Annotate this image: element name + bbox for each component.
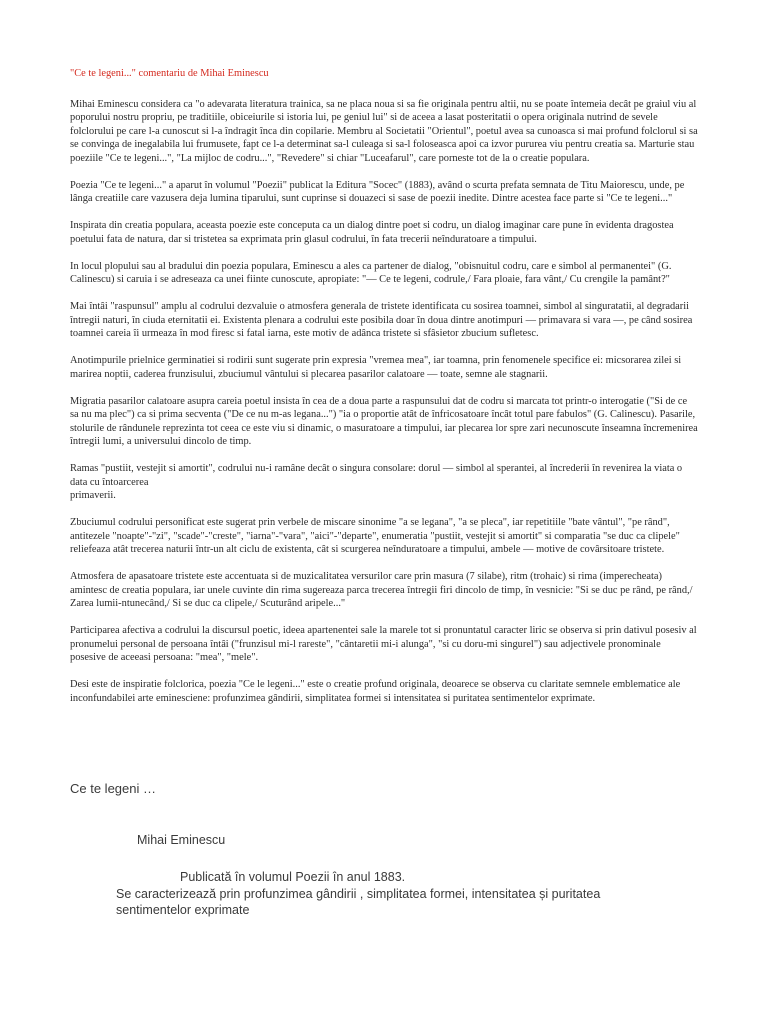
- poem-author: Mihai Eminescu: [137, 833, 226, 847]
- essay-paragraph-10: Atmosfera de apasatoare tristete este accentuata si de muzicalitatea versurilor care prin masura (7 silabe), ritm (trohaic) si rima (imperecheata) amintesc de creatia populara, iar unele cuvinte din rima sugereaza parca trecerea întregii firi dincolo de timp, în vesnicie: "Si se duc pe rând, pe rând,/ Zarea lumii-ntunecând,/ Si se duc ca clipele,/ Scuturând aripele...": [70, 571, 693, 609]
- essay-paragraph-9: Zbuciumul codrului personificat este sugerat prin verbele de miscare sinonime "a se legana", "a se pleca", iar repetitiile "bate vântul", "pe rând", antitezele "noapte"-"zi", "scade"-"creste", "iarna"-"vara", "aici"-"departe", enumeratia "pustiit, vestejit si amortit" si comparatia "se duc ca clipele" reliefeaza atât trecerea naturii într-un alt ciclu de existenta, cât si scurgerea neînduratoare a timpului, ambele — motive de covârsitoare tristete.: [70, 517, 680, 555]
- poem-description: Se caracterizează prin profunzimea gândirii , simplitatea formei, intensitatea și puritatea sentimentelor exprimate: [116, 887, 601, 917]
- essay-paragraph-3: Inspirata din creatia populara, aceasta poezie este conceputa ca un dialog dintre poet si codru, un dialog imaginar care pune în evidenta dragostea poetului fata de natura, dar si tristetea sa exprimata prin glasul codrului, în fata trecerii neînduratoare a timpului.: [70, 220, 674, 245]
- essay-paragraph-6: Anotimpurile prielnice germinatiei si rodirii sunt sugerate prin expresia "vremea mea", iar toamna, prin fenomenele specifice ei: micsorarea zilei si marirea noptii, caderea frunzisului, zbuciumul vântului si plecarea pasarilor calatoare — toate, semne ale stagnarii.: [70, 355, 682, 380]
- poem-title: Ce te legeni …: [70, 781, 156, 796]
- essay-paragraph-4: In locul plopului sau al bradului din poezia populara, Eminescu a ales ca partener de dialog, "obisnuitul codru, care e simbol al permanentei" (G. Calinescu) si caruia i se adreseaza ca unei fiinte cunoscute, apropiate: "— Ce te legeni, codrule,/ Fara ploaie, fara vânt,/ Cu crengile la pamânt?": [70, 260, 672, 285]
- essay-paragraph-8: Ramas "pustiit, vestejit si amortit", codrului nu-i ramâne decât o singura consolare: dorul — simbol al sperantei, al încrederii în revenirea la viata o data cu întoarcerea primaverii.: [70, 463, 683, 501]
- essay-paragraph-2: Poezia "Ce te legeni..." a aparut în volumul "Poezii" publicat la Editura "Socec" (1883), având o scurta prefata semnata de Titu Maiorescu, unde, pe lânga creatiile care vazusera deja lumina tiparului, sunt cuprinse si douazeci si sase de poezii inedite. Dintre acestea face parte si "Ce te legeni...": [70, 179, 685, 204]
- essay-title: "Ce te legeni..." comentariu de Mihai Eminescu: [70, 68, 269, 79]
- essay-paragraph-1: Mihai Eminescu considera ca "o adevarata literatura trainica, sa ne placa noua si sa fie originala pentru altii, nu se poate întemeia decât pe graiul viu al poporului nostru propriu, pe traditiile, obiceiurile si istoria lui, pe geniul lui" si de aceea a lasat posteritatii o opera originala nutrind de sevele folclorului pe care l-a cunoscut si l-a îndragit înca din copilarie. Membru al Societatii "Orientul", poetul avea sa cunoasca si mai profund folclorul si sa se convinga de inegalabila lui frumusete, fapt ce l-a determinat sa-l culeaga si sa-l foloseasca apoi ca izvor pururea viu pentru creatia sa. Marturie stau poeziile "Ce te legeni...", "La mijloc de codru...", "Revedere" si chiar "Luceafarul", care porneste tot de la o creatie populara.: [70, 98, 698, 164]
- essay-paragraph-12: Desi este de inspiratie folclorica, poezia "Ce le legeni..." este o creatie profund originala, deoarece se observa cu claritate semnele emblematice ale inconfundabilei arte eminesciene: profunzimea gândirii, simplitatea formei si intensitatea si puritatea sentimentelor exprimate.: [70, 679, 681, 704]
- poem-publication-note: Publicată în volumul Poezii în anul 1883.: [180, 870, 406, 884]
- essay-paragraph-5: Mai întâi "raspunsul" amplu al codrului dezvaluie o atmosfera generala de tristete identificata cu sosirea toamnei, simbol al singuratatii, al degradarii întregii naturi, în ciuda eternitatii ei. Existenta plenara a codrului este posibila doar în doua dintre anotimpuri — primavara si vara —, pe când sosirea toamnei careia îi urmeaza în mod firesc si fatal iarna, este motiv de adânca tristete si sfâsietor zbucium sufletesc.: [70, 301, 693, 339]
- essay-paragraph-11: Participarea afectiva a codrului la discursul poetic, ideea apartenentei sale la marele tot si pronuntatul caracter liric se observa si prin dativul posesiv al pronumelui personal de persoana întâi ("frunzisul mi-l rareste", "cântaretii mi-i alunga", "si cu doru-mi singurel") sau adjectivele pronominale posesive de aceeasi persoana: "mea", "mele".: [70, 625, 697, 663]
- essay-paragraph-7: Migratia pasarilor calatoare asupra careia poetul insista în cea de a doua parte a raspunsului dat de codru si marcata tot printr-o interogatie ("Si de ce sa nu ma plec") ca si prima secventa ("De ce nu m-as legana...") "ia o proportie atât de înfricosatoare încât totul pare fabulos" (G. Calinescu). Pasarile, stolurile de rândunele reprezinta tot ceea ce este viu si dinamic, o masuratoare a timpului, iar plecarea lor spre zari necunoscute înseamna încremenirea întregii lumi, a universului dincolo de timp.: [70, 395, 698, 447]
